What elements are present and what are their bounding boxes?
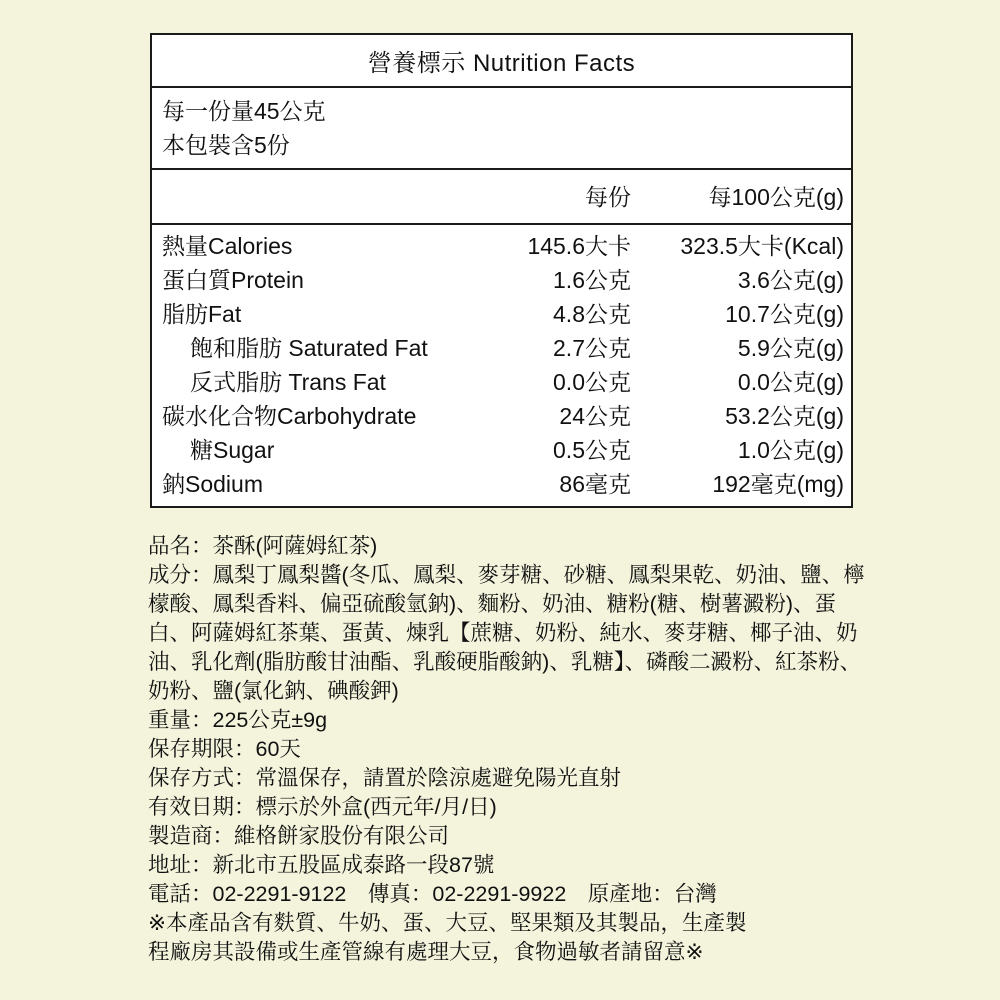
per-100g-value: 0.0公克(g) <box>737 369 844 395</box>
nutrition-row-carbohydrate <box>152 399 851 433</box>
weight-line: 重量：225公克±9g <box>148 708 328 732</box>
nutrition-row-saturated-fat <box>152 331 851 365</box>
per-serving-value: 1.6公克 <box>553 267 631 293</box>
servings-per-package-text: 本包裝含5份 <box>162 132 290 158</box>
serving-size-text: 每一份量45公克 <box>162 98 326 124</box>
ingredients-line: 成分：鳳梨丁鳳梨醬(冬瓜、鳳梨、麥芽糖、砂糖、鳳梨果乾、奶油、鹽、檸 <box>148 563 865 587</box>
nutrient-name: 反式脂肪 Trans Fat <box>190 369 386 395</box>
nutrition-row-protein <box>152 263 851 297</box>
serving-info-section <box>152 88 851 170</box>
nutrient-name: 糖Sugar <box>190 437 275 463</box>
manufacturer-line: 製造商：維格餅家股份有限公司 <box>148 824 450 848</box>
per-serving-column-header: 每份 <box>585 184 631 210</box>
product-info-section <box>148 532 872 967</box>
nutrition-table-title: 營養標示 Nutrition Facts <box>152 35 851 88</box>
nutrition-rows-section <box>152 225 851 506</box>
per-100g-column-header: 每100公克(g) <box>708 184 844 210</box>
nutrition-row-sugar <box>152 433 851 467</box>
per-100g-value: 323.5大卡(Kcal) <box>680 233 844 259</box>
ingredients-line: 奶粉、鹽(氯化鈉、碘酸鉀) <box>148 679 399 703</box>
nutrient-name: 鈉Sodium <box>162 471 263 497</box>
nutrition-facts-table <box>150 33 853 508</box>
per-serving-value: 0.0公克 <box>553 369 631 395</box>
per-serving-value: 2.7公克 <box>553 335 631 361</box>
per-100g-value: 10.7公克(g) <box>725 301 844 327</box>
phone-fax-origin-line: 電話：02-2291-9122 傳真：02-2291-9922 原產地：台灣 <box>148 882 717 906</box>
product-name-line: 品名：茶酥(阿薩姆紅茶) <box>148 534 378 558</box>
nutrient-name: 飽和脂肪 Saturated Fat <box>190 335 428 361</box>
per-100g-value: 1.0公克(g) <box>737 437 844 463</box>
per-serving-value: 86毫克 <box>559 471 631 497</box>
per-100g-value: 53.2公克(g) <box>725 403 844 429</box>
nutrition-row-fat <box>152 297 851 331</box>
ingredients-line: 白、阿薩姆紅茶葉、蛋黃、煉乳【蔗糖、奶粉、純水、麥芽糖、椰子油、奶 <box>148 621 858 645</box>
per-100g-value: 3.6公克(g) <box>737 267 844 293</box>
nutrition-row-trans-fat <box>152 365 851 399</box>
nutrient-name: 脂肪Fat <box>162 301 242 327</box>
nutrient-name: 蛋白質Protein <box>162 267 304 293</box>
ingredients-line: 檬酸、鳳梨香料、偏亞硫酸氫鈉)、麵粉、奶油、糖粉(糖、樹薯澱粉)、蛋 <box>148 592 836 616</box>
shelf-life-line: 保存期限：60天 <box>148 737 301 761</box>
per-serving-value: 0.5公克 <box>553 437 631 463</box>
per-serving-value: 24公克 <box>559 403 631 429</box>
nutrition-row-calories <box>152 229 851 263</box>
nutrient-name: 熱量Calories <box>162 233 293 259</box>
storage-method-line: 保存方式：常溫保存，請置於陰涼處避免陽光直射 <box>148 766 622 790</box>
ingredients-line: 油、乳化劑(脂肪酸甘油酯、乳酸硬脂酸鈉)、乳糖】、磷酸二澱粉、紅茶粉、 <box>148 650 862 674</box>
per-serving-value: 4.8公克 <box>553 301 631 327</box>
allergen-warning-line: 程廠房其設備或生產管線有處理大豆，食物過敏者請留意※ <box>148 940 704 964</box>
expiry-date-line: 有效日期：標示於外盒(西元年/月/日) <box>148 795 497 819</box>
allergen-warning-line: ※本產品含有麩質、牛奶、蛋、大豆、堅果類及其製品，生產製 <box>148 911 747 935</box>
per-serving-value: 145.6大卡 <box>527 233 631 259</box>
nutrition-row-sodium <box>152 467 851 501</box>
address-line: 地址：新北市五股區成泰路一段87號 <box>148 853 495 877</box>
nutrient-name: 碳水化合物Carbohydrate <box>162 403 417 429</box>
column-header-row <box>152 170 851 225</box>
per-100g-value: 5.9公克(g) <box>737 335 844 361</box>
per-100g-value: 192毫克(mg) <box>712 471 844 497</box>
